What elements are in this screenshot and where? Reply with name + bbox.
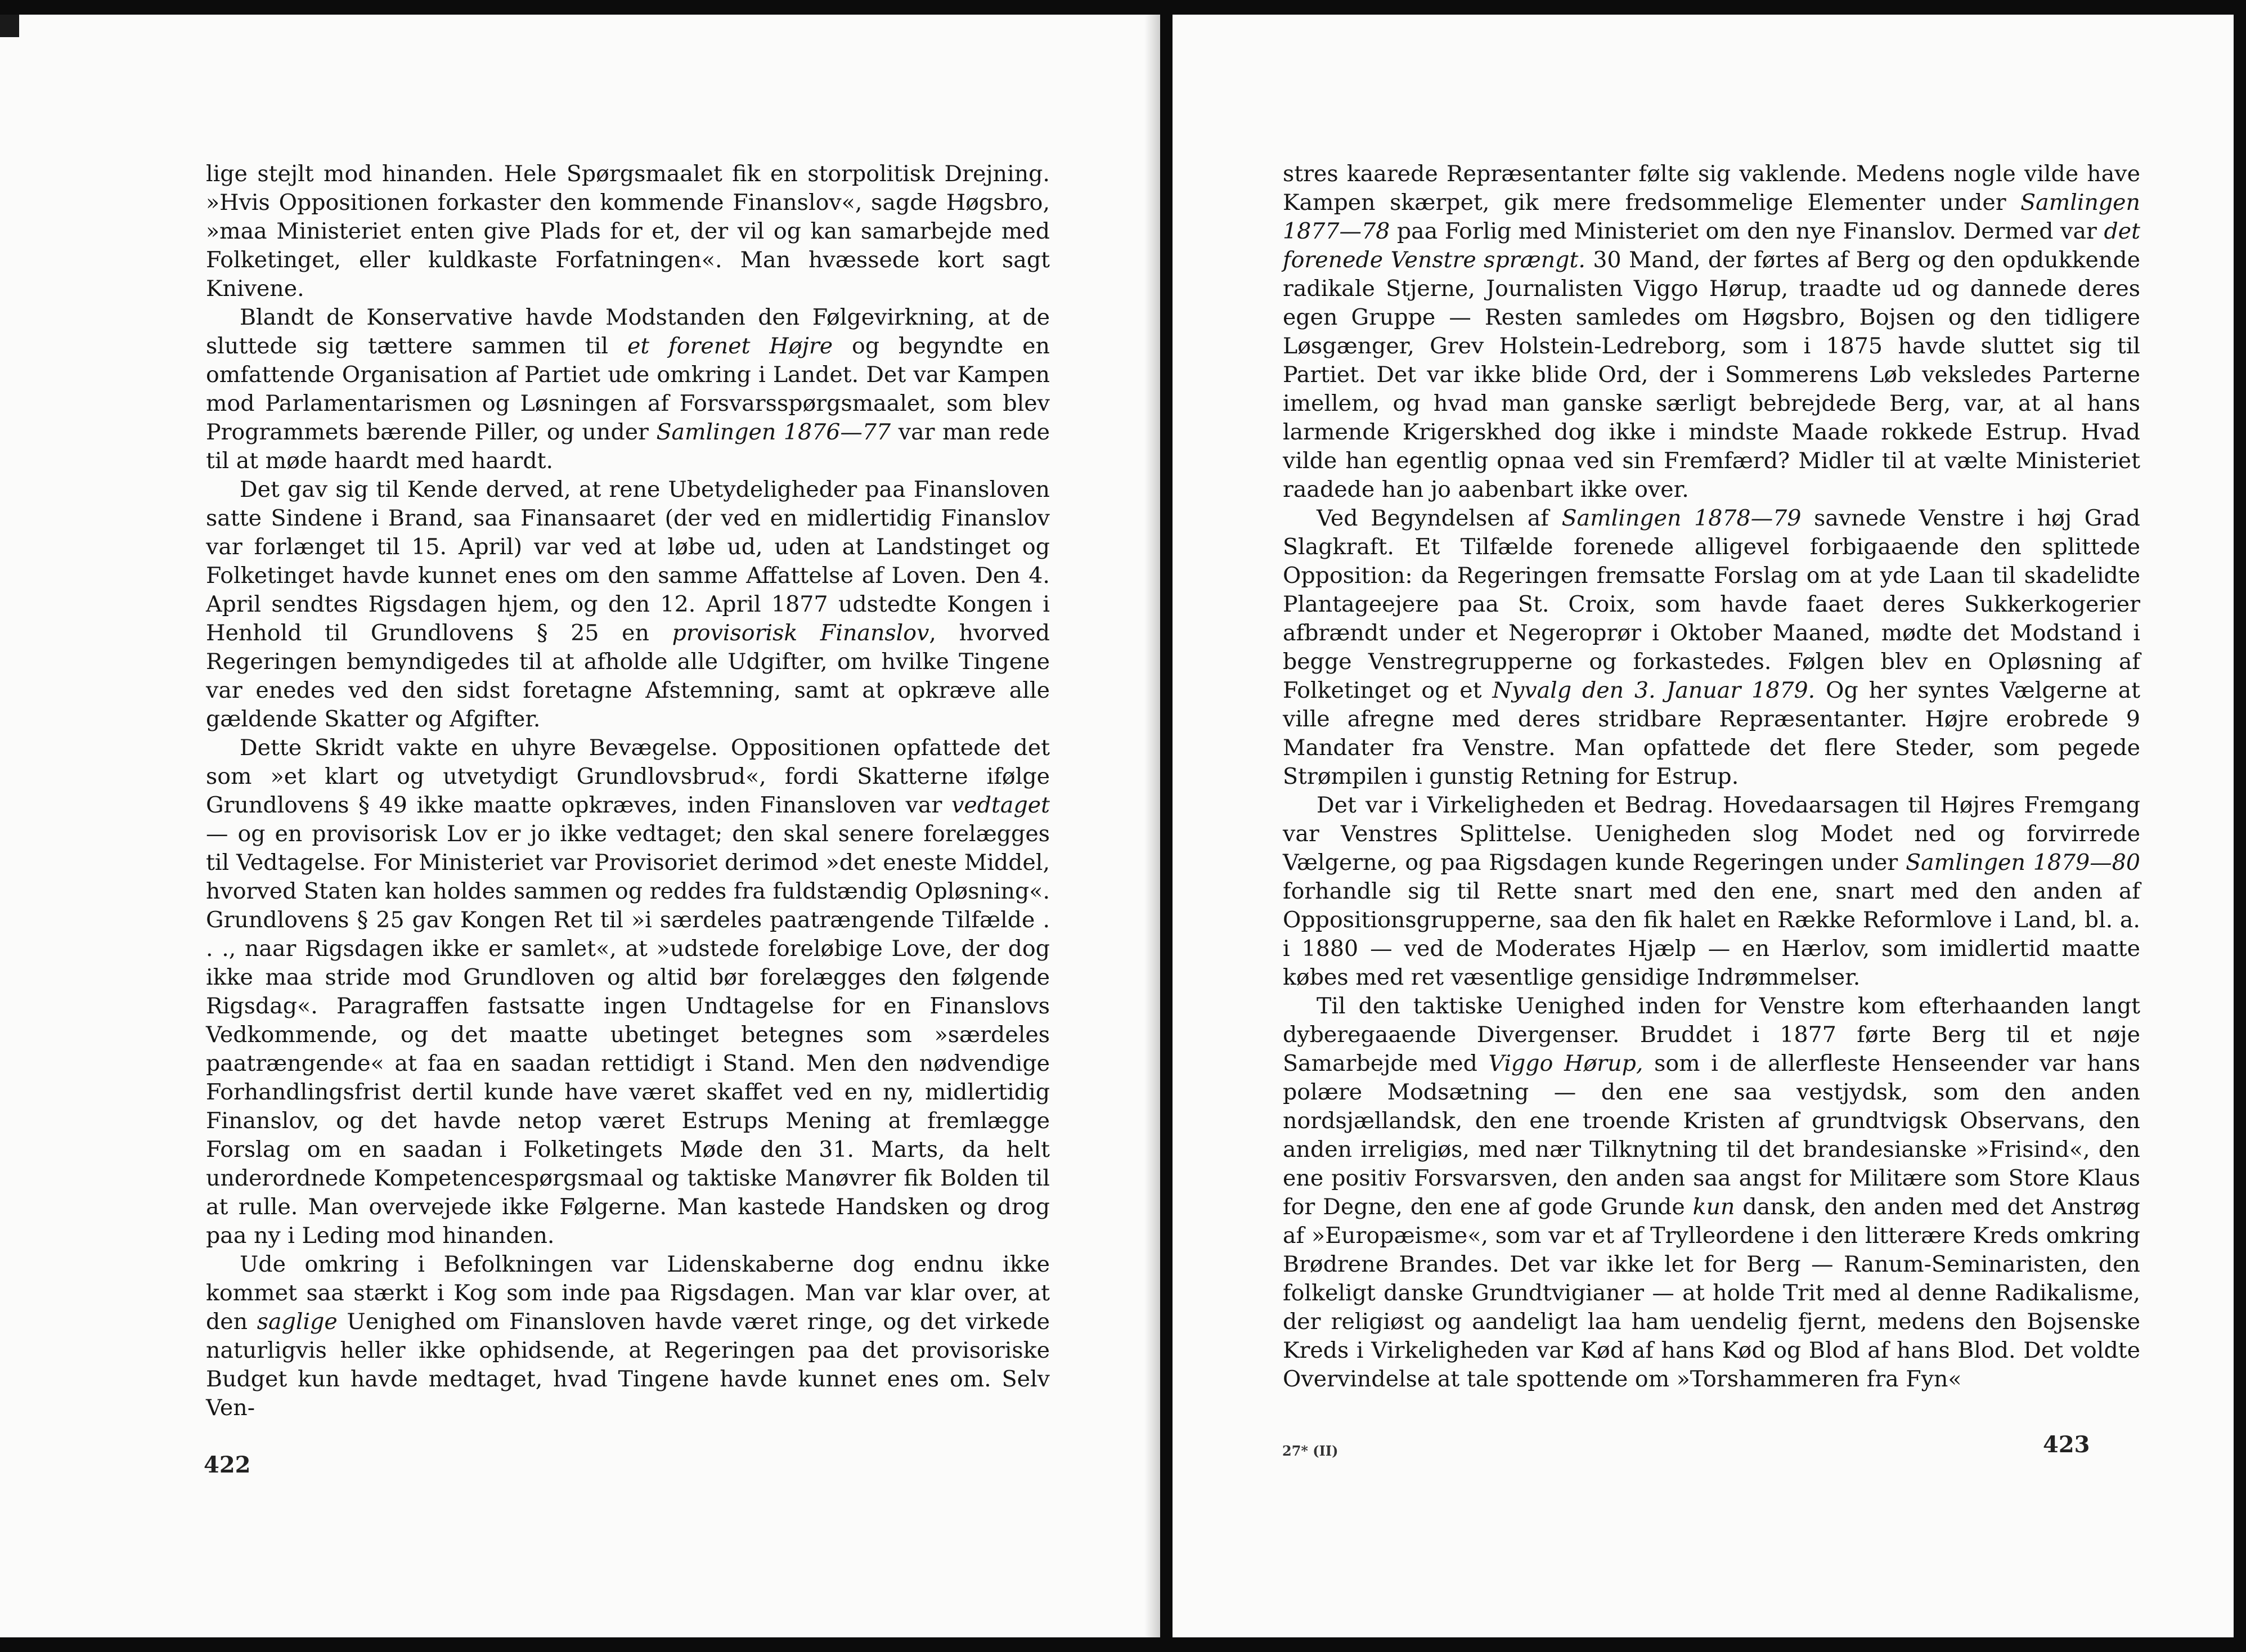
text-run: som i de allerfleste Henseender var hans polære Modsætning — den ene saa vestjydsk, som den anden nordsjællandsk, den ene troende Kristen af grundtvigsk Observans, den anden irreligiøs, med nær Tilknytning til det brandesianske »Frisind«, den ene positiv Forsvarsven, den anden saa angst for Militære som Store Klaus for Degne, den ene af gode Grunde <box>1283 1051 2141 1220</box>
text-run: 30 Mand, der førtes af Berg og den opdukkende radikale Stjerne, Journalisten Viggo Hørup, traadte ud og dannede deres egen Gruppe — Resten samledes om Høgsbro, Bojsen og den tidligere Løsgænger, Grev Holstein-Ledreborg, som i 1875 havde sluttet sig til Partiet. Det var ikke blide Ord, der i Sommerens Løb veksledes Parterne imellem, og hvad man ganske særligt bebrejdede Berg, var, at al hans larmende Krigerskhed dog ikke i mindste Maade rokkede Estrup. Hvad vilde han egentlig opnaa ved sin Fremfærd? Midler til at vælte Ministeriet raadede han jo aabenbart ikke over. <box>1283 247 2140 502</box>
right-page-body-text <box>1283 160 2140 1394</box>
italic-text: Viggo Hørup, <box>1488 1051 1643 1076</box>
right-page-number: 423 <box>2043 1431 2090 1458</box>
corner-mark <box>0 15 19 37</box>
text-run: og begyndte en omfattende Organisation af Partiet ude omkring i Landet. Det var Kampen mod Parlamentarismen og Løsningen af Forsvarsspørgsmaalet, som blev Programmets bærende Piller, og under <box>206 333 1050 445</box>
italic-text: Nyvalg den 3. Januar 1879. <box>1492 677 1816 703</box>
text-run: Og her syntes Vælgerne at ville afregne med deres stridbare Repræsentanter. Højre erobrede 9 Mandater fra Venstre. Man opfattede det flere Steder, som pegede Strømpilen i gunstig Retning for Estrup. <box>1283 677 2141 789</box>
italic-text: saglige <box>257 1309 338 1335</box>
text-run: Det var i Virkeligheden et Bedrag. Hovedaarsagen til Højres Fremgang var Venstres Splittelse. Uenigheden slog Modet ned og forvirrede Vælgerne, og paa Rigsdagen kunde Regeringen under <box>1283 792 2140 876</box>
text-run: forhandle sig til Rette snart med den ene, snart med den anden af Oppositionsgrupperne, saa den fik halet en Række Reformlove i Land, bl. a. i 1880 — ved de Moderates Hjælp — en Hærlov, som imidlertid maatte købes med ret væsentlige gensidige Indrømmelser. <box>1283 878 2140 990</box>
text-run: lige stejlt mod hinanden. Hele Spørgsmaalet fik en storpolitisk Drejning. »Hvis Oppositionen forkaster den kommende Finanslov«, sagde Høgsbro, »maa Ministeriet enten give Plads for et, der vil og kan samarbejde med Folketinget, eller kuldkaste Forfatningen«. Man hvæssede kort sagt Knivene. <box>206 161 1050 302</box>
italic-text: kun <box>1692 1194 1735 1220</box>
text-run: Til den taktiske Uenighed inden for Venstre kom efterhaanden langt dyberegaaende Divergenser. Bruddet i 1877 førte Berg til et nøje Samarbejde med <box>1283 993 2140 1076</box>
italic-text: et forenet Højre <box>627 333 833 359</box>
italic-text: Samlingen 1878—79 <box>1561 505 1802 531</box>
left-page-body-text <box>206 160 1050 1422</box>
italic-text: Samlingen 1876—77 <box>656 419 891 445</box>
left-page <box>0 15 1160 1637</box>
signature-mark: 27* (II) <box>1282 1443 1338 1459</box>
gutter-shadow <box>1144 15 1160 1637</box>
text-run: var man rede til at møde haardt med haardt. <box>206 419 1050 474</box>
italic-text: Samlingen 1879—80 <box>1906 850 2140 876</box>
paragraph <box>206 303 1050 475</box>
text-run: Uenighed om Finansloven havde været ringe, og det virkede naturligvis heller ikke ophidsende, at Regeringen paa det provisoriske Budget kun havde medtaget, hvad Tingene havde kunnet enes om. Selv Ven- <box>206 1309 1050 1421</box>
paragraph <box>206 734 1050 1250</box>
text-run: , hvorved Regeringen bemyndigedes til at afholde alle Udgifter, om hvilke Tingene var enedes ved den sidst foretagne Afstemning, samt at opkræve alle gældende Skatter og Afgifter. <box>206 620 1050 732</box>
paragraph <box>206 160 1050 303</box>
paragraph <box>1283 791 2140 992</box>
left-page-number: 422 <box>204 1452 251 1478</box>
italic-text: det forenede Venstre sprængt. <box>1283 218 2140 273</box>
text-run: savnede Venstre i høj Grad Slagkraft. Et Tilfælde forenede alligevel forbigaaende den splittede Opposition: da Regeringen fremsatte Forslag om at yde Laan til skadelidte Plantageejere paa St. Croix, som havde faaet deres Sukkerkogerier afbrændt under et Negeroprør i Oktober Maaned, mødte det Modstand i begge Venstregrupperne og forkastedes. Følgen blev en Opløsning af Folketinget og et <box>1283 505 2140 703</box>
text-run: dansk, den anden med det Anstrøg af »Europæisme«, som var et af Trylleordene i den litterære Kreds omkring Brødrene Brandes. Det var ikke let for Berg — Ranum-Seminaristen, den folkeligt danske Grundtvigianer — at holde Trit med al denne Radikalisme, der religiøst og aandeligt laa ham uendelig fjernt, medens den Bojsenske Kreds i Virkeligheden var Kød af hans Kød og Blod af hans Blod. Det voldte Overvindelse at tale spottende om »Torshammeren fra Fyn« <box>1283 1194 2140 1392</box>
italic-text: vedtaget <box>951 792 1050 818</box>
text-run: Ude omkring i Befolkningen var Lidenskaberne dog endnu ikke kommet saa stærkt i Kog som inde paa Rigsdagen. Man var klar over, at den <box>206 1251 1050 1335</box>
italic-text: provisorisk Finanslov <box>672 620 929 646</box>
paragraph <box>1283 504 2140 791</box>
text-run: stres kaarede Repræsentanter følte sig vaklende. Medens nogle vilde have Kampen skærpet, gik mere fredsommelige Elementer under <box>1283 161 2140 216</box>
text-run: paa Forlig med Ministeriet om den nye Finanslov. Dermed var <box>1390 218 2104 244</box>
right-page <box>1173 15 2234 1637</box>
text-run: — og en provisorisk Lov er jo ikke vedtaget; den skal senere forelægges til Vedtagelse. For Ministeriet var Provisoriet derimod »det eneste Middel, hvorved Staten kan holdes sammen og reddes fra fuldstændig Opløsning«. Grundlovens § 25 gav Kongen Ret til »i særdeles paatrængende Tilfælde . . ., naar Rigsdagen ikke er samlet«, at »udstede foreløbige Love, der dog ikke maa stride mod Grundloven og altid bør forelægges den følgende Rigsdag«. Paragraffen fastsatte ingen Undtagelse for en Finanslovs Vedkommende, og det maatte ubetinget betegnes som »særdeles paatrængende« at faa en saadan rettidigt i Stand. Men den nødvendige Forhandlingsfrist dertil kunde have været skaffet ved en ny, midlertidig Finanslov, og det havde netop været Estrups Mening at fremlægge Forslag om en saadan i Folketingets Møde den 31. Marts, da helt underordnede Kompetencespørgsmaal og taktiske Manøvrer fik Bolden til at rulle. Man overvejede ikke Følgerne. Man kastede Handsken og drog paa ny i Leding mod hinanden. <box>206 821 1050 1249</box>
text-run: Ved Begyndelsen af <box>1317 505 1562 531</box>
paragraph <box>206 475 1050 734</box>
text-run: Blandt de Konservative havde Modstanden den Følgevirkning, at de sluttede sig tættere sammen til <box>206 304 1050 359</box>
paragraph <box>1283 992 2140 1394</box>
paragraph <box>206 1250 1050 1422</box>
text-run: Dette Skridt vakte en uhyre Bevægelse. Oppositionen opfattede det som »et klart og utvetydigt Grundlovsbrud«, fordi Skatterne ifølge Grundlovens § 49 ikke maatte opkræves, inden Finansloven var <box>206 735 1050 818</box>
paragraph <box>1283 160 2140 504</box>
text-run: Det gav sig til Kende derved, at rene Ubetydeligheder paa Finansloven satte Sindene i Brand, saa Finansaaret (der ved en midlertidig Finanslov var forlænget til 15. April) var ved at løbe ud, uden at Landstinget og Folketinget havde kunnet enes om den samme Affattelse af Loven. Den 4. April sendtes Rigsdagen hjem, og den 12. April 1877 udstedte Kongen i Henhold til Grundlovens § 25 en <box>206 477 1050 646</box>
italic-text: Samlingen 1877—78 <box>1283 190 2140 244</box>
